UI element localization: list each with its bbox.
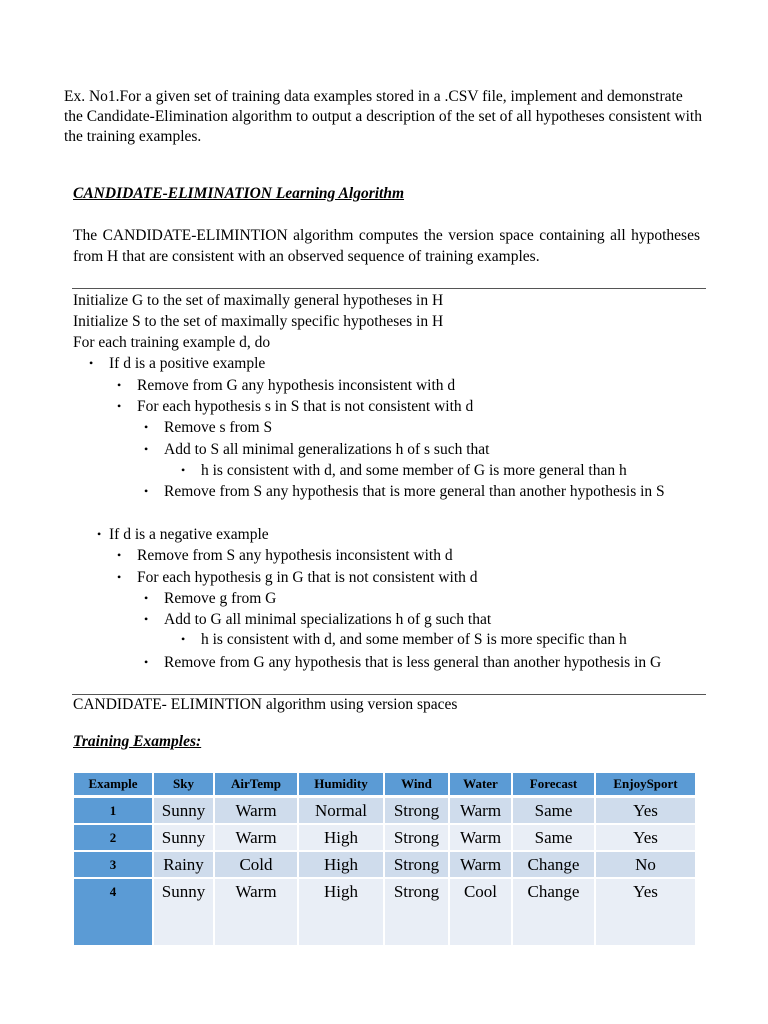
top-rule — [72, 288, 706, 289]
header-wind: Wind — [385, 773, 450, 798]
neg-remove-g-label: Remove g from G — [164, 590, 277, 607]
cell-airtemp: Cold — [215, 852, 299, 879]
init-g-line: Initialize G to the set of maximally general hypotheses in H — [73, 292, 444, 309]
bullet-icon: • — [144, 442, 149, 456]
exercise-intro: Ex. No1.For a given set of training data examples stored in a .CSV file, implement and demonstrate the Candidate-Elimination algorithm to output a description of the set of all hypotheses consistent with the training examples. — [64, 88, 702, 145]
neg-for-g — [117, 567, 478, 588]
header-example: Example — [74, 773, 154, 798]
header-sky: Sky — [154, 773, 215, 798]
positive-case-label: If d is a positive example — [109, 355, 266, 372]
neg-h-condition-label: h is consistent with d, and some member of S is more specific than h — [201, 631, 627, 648]
negative-case-label: If d is a negative example — [109, 526, 269, 543]
pos-add-s — [144, 439, 489, 460]
cell-sky: Sunny — [154, 879, 215, 947]
cell-airtemp: Warm — [215, 825, 299, 852]
pos-remove-s — [144, 417, 272, 438]
bullet-icon: • — [144, 484, 149, 498]
neg-remove-s-label: Remove from S any hypothesis inconsistent with d — [137, 547, 453, 564]
cell-enjoysport: Yes — [596, 798, 697, 825]
cell-water: Warm — [450, 798, 513, 825]
cell-humidity: High — [299, 825, 385, 852]
cell-forecast: Change — [513, 879, 596, 947]
cell-sky: Rainy — [154, 852, 215, 879]
bullet-icon: • — [181, 463, 186, 477]
cell-example: 2 — [74, 825, 154, 852]
table-header-row — [74, 773, 697, 798]
cell-wind: Strong — [385, 798, 450, 825]
cell-enjoysport: Yes — [596, 879, 697, 947]
header-forecast: Forecast — [513, 773, 596, 798]
cell-forecast: Same — [513, 825, 596, 852]
algorithm-description: The CANDIDATE-ELIMINTION algorithm computes the version space containing all hypotheses from H that are consistent with an observed sequence of training examples. — [73, 227, 700, 265]
cell-sky: Sunny — [154, 798, 215, 825]
pos-for-s-label: For each hypothesis s in S that is not consistent with d — [137, 398, 474, 415]
cell-airtemp: Warm — [215, 879, 299, 947]
bullet-icon: • — [89, 356, 94, 370]
training-examples-table — [74, 773, 697, 947]
table-row — [74, 798, 697, 825]
algorithm-caption: CANDIDATE- ELIMINTION algorithm using version spaces — [73, 696, 458, 713]
neg-remove-g — [144, 588, 276, 609]
cell-enjoysport: Yes — [596, 825, 697, 852]
neg-remove-less — [144, 652, 661, 673]
neg-remove-s — [117, 545, 453, 566]
negative-case — [97, 524, 269, 545]
loop-line: For each training example d, do — [73, 334, 271, 351]
header-water: Water — [450, 773, 513, 798]
pos-h-condition-label: h is consistent with d, and some member of G is more general than h — [201, 462, 627, 479]
cell-airtemp: Warm — [215, 798, 299, 825]
cell-sky: Sunny — [154, 825, 215, 852]
positive-case — [89, 353, 265, 374]
cell-water: Cool — [450, 879, 513, 947]
bullet-icon: • — [117, 548, 122, 562]
cell-wind: Strong — [385, 825, 450, 852]
pos-remove-general-label: Remove from S any hypothesis that is more general than another hypothesis in S — [164, 483, 665, 500]
table-row — [74, 879, 697, 947]
neg-add-g-label: Add to G all minimal specializations h of g such that — [164, 611, 492, 628]
bullet-icon: • — [144, 655, 149, 669]
bullet-icon: • — [117, 570, 122, 584]
header-airtemp: AirTemp — [215, 773, 299, 798]
bullet-icon: • — [144, 420, 149, 434]
cell-humidity: Normal — [299, 798, 385, 825]
pos-remove-g — [117, 375, 455, 396]
init-s-line: Initialize S to the set of maximally specific hypotheses in H — [73, 313, 444, 330]
pos-remove-s-label: Remove s from S — [164, 419, 273, 436]
cell-wind: Strong — [385, 879, 450, 947]
bullet-icon: • — [97, 527, 102, 541]
neg-for-g-label: For each hypothesis g in G that is not consistent with d — [137, 569, 478, 586]
bullet-icon: • — [181, 632, 186, 646]
header-enjoysport: EnjoySport — [596, 773, 697, 798]
cell-example: 4 — [74, 879, 154, 947]
pos-remove-g-label: Remove from G any hypothesis inconsistent with d — [137, 377, 456, 394]
bullet-icon: • — [117, 378, 122, 392]
table-row — [74, 825, 697, 852]
bullet-icon: • — [144, 591, 149, 605]
table-row — [74, 852, 697, 879]
cell-example: 3 — [74, 852, 154, 879]
section-title: CANDIDATE-ELIMINATION Learning Algorithm — [73, 185, 405, 202]
cell-example: 1 — [74, 798, 154, 825]
bullet-icon: • — [144, 612, 149, 626]
cell-forecast: Change — [513, 852, 596, 879]
header-humidity: Humidity — [299, 773, 385, 798]
neg-h-condition — [181, 629, 627, 650]
cell-water: Warm — [450, 852, 513, 879]
pos-h-condition — [181, 460, 627, 481]
pos-add-s-label: Add to S all minimal generalizations h of s such that — [164, 441, 490, 458]
pos-remove-general — [144, 481, 665, 502]
cell-forecast: Same — [513, 798, 596, 825]
bullet-icon: • — [117, 399, 122, 413]
cell-humidity: High — [299, 879, 385, 947]
cell-enjoysport: No — [596, 852, 697, 879]
training-examples-title: Training Examples: — [73, 733, 202, 750]
cell-humidity: High — [299, 852, 385, 879]
pos-for-s — [117, 396, 473, 417]
neg-add-g — [144, 609, 491, 630]
cell-water: Warm — [450, 825, 513, 852]
cell-wind: Strong — [385, 852, 450, 879]
neg-remove-less-label: Remove from G any hypothesis that is less general than another hypothesis in G — [164, 654, 662, 671]
